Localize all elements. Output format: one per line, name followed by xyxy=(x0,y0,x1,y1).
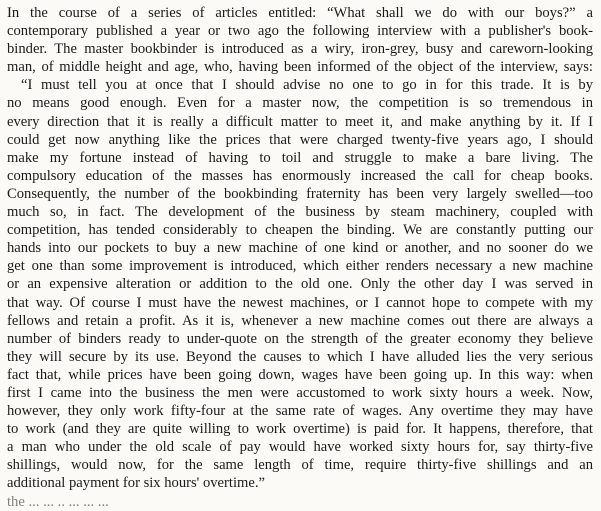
text-line-20: they will secure by its use. Beyond the causes to which I have alluded lies the very serious xyxy=(7,348,593,365)
text-line-18: fellows and retain a profit. As it is, whenever a new machine comes out there are always a xyxy=(7,312,593,329)
text-line-9: make my fortune instead of having to toil and struggle to make a bare living. The xyxy=(7,149,593,166)
text-line-8: could get now anything like the prices that were charged twenty-five years ago, I should xyxy=(7,131,593,148)
text-line-26: shillings, would now, for the same length of time, require thirty-five shillings and an xyxy=(7,457,593,474)
text-line-3: binder. The master bookbinder is introduced as a wiry, iron-grey, busy and careworn-looking xyxy=(7,41,593,58)
text-line-11: Consequently, the number of the bookbinding fraternity has been very largely swelled—too xyxy=(7,185,593,202)
text-line-25: a man who under the old scale of pay would have worked sixty hours for, say thirty-five xyxy=(7,439,593,456)
text-line-17: that way. Of course I must have the newest machines, or I cannot hope to compete with my xyxy=(7,294,593,311)
document-page xyxy=(7,0,593,510)
text-line-22: first I came into the business the men were accustomed to work sixty hours a week. Now, xyxy=(7,384,593,401)
text-line-cut-off: the ... ... .. ... ... ... xyxy=(7,493,109,510)
text-line-19: number of binders ready to under-quote on the strength of the greater economy they believe xyxy=(7,330,593,347)
text-line-6: no means good enough. Even for a master now, the competition is so tremendous in xyxy=(7,95,593,112)
text-line-21: fact that, while prices have been going down, wages have been going up. In this way: when xyxy=(7,366,593,383)
text-line-1: In the course of a series of articles entitled: “What shall we do with our boys?” a xyxy=(7,5,593,21)
text-line-7: every direction that it is really a difficult matter to meet it, and make anything by it. If I xyxy=(7,113,593,130)
text-line-13: competition, has tended considerably to cheapen the binding. We are constantly putting our xyxy=(7,222,593,239)
text-line-24: to work (and they are quite willing to work overtime) is paid for. It happens, therefore, that xyxy=(7,421,593,438)
text-line-23: however, they only work fifty-four at the same rate of wages. Any overtime they may have xyxy=(7,403,593,420)
text-line-5: “I must tell you at once that I should advise no one to go in for this trade. It is by xyxy=(21,77,593,94)
text-line-4: man, of middle height and age, who, having been informed of the object of the interview, says: xyxy=(7,59,593,76)
text-line-2: contemporary published a year or two ago the following interview with a publisher's book- xyxy=(7,23,593,40)
text-line-10: compulsory education of the masses has enormously increased the call for cheap books. xyxy=(7,167,593,184)
text-line-12: much so, in fact. The development of the business by steam machinery, coupled with xyxy=(7,204,593,221)
passage-text xyxy=(7,4,593,511)
text-line-14: hands into our pockets to buy a new machine of one kind or another, and no sooner do we xyxy=(7,240,593,257)
text-line-15: get one than some improvement is introduced, which either renders necessary a new machine xyxy=(7,258,593,275)
text-line-27: additional payment for six hours' overtime.” xyxy=(7,475,265,492)
text-line-16: or an expensive alteration or addition to the old one. Only the other day I was served in xyxy=(7,276,593,293)
